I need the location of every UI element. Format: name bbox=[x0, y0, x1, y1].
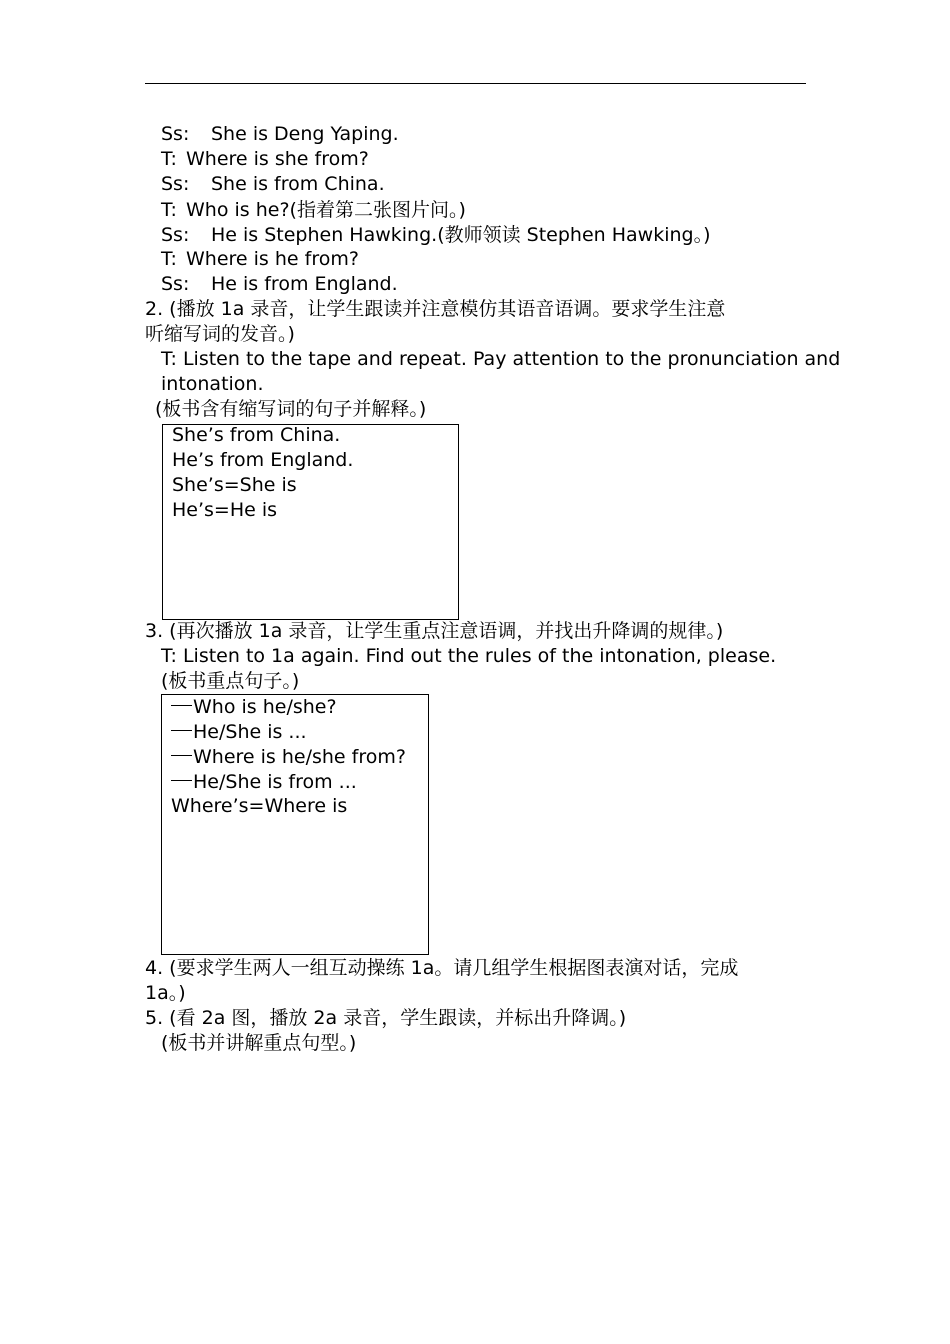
board-line: She’s=She is bbox=[172, 474, 297, 496]
step2-instruction-cont: 听缩写词的发音。) bbox=[145, 323, 295, 345]
board-line: Who is he/she? bbox=[171, 695, 337, 719]
step2-board-note: (板书含有缩写词的句子并解释。) bbox=[155, 398, 427, 420]
blackboard-box-1 bbox=[162, 424, 459, 620]
step2-teacher-line: T: Listen to the tape and repeat. Pay attention to the pronunciation and bbox=[161, 348, 841, 370]
step2-instruction: 2. (播放 1a 录音，让学生跟读并注意模仿其语音语调。要求学生注意 bbox=[145, 298, 726, 320]
header-rule bbox=[145, 83, 806, 84]
step5-instruction: 5. (看 2a 图，播放 2a 录音，学生跟读，并标出升降调。) bbox=[145, 1007, 627, 1029]
board-line: She’s from China. bbox=[172, 424, 341, 446]
dialogue-line: T: Who is he?(指着第二张图片问。) bbox=[161, 199, 466, 221]
step2-teacher-line-cont: intonation. bbox=[161, 373, 264, 395]
dash-mark bbox=[171, 755, 192, 756]
step4-instruction: 4. (要求学生两人一组互动操练 1a。请几组学生根据图表演对话，完成 bbox=[145, 957, 739, 979]
dash-mark bbox=[171, 780, 192, 781]
step3-board-note: (板书重点句子。) bbox=[161, 670, 300, 692]
dialogue-line: Ss: He is from England. bbox=[161, 273, 398, 295]
dialogue-line: Ss: She is Deng Yaping. bbox=[161, 123, 399, 145]
board-line: Where’s=Where is bbox=[171, 795, 348, 817]
blackboard-box-2 bbox=[161, 694, 429, 955]
board-line: He/She is from ... bbox=[171, 770, 357, 794]
dialogue-line: T: Where is he from? bbox=[161, 248, 359, 270]
step3-teacher-line: T: Listen to 1a again. Find out the rules of the intonation, please. bbox=[161, 645, 777, 667]
dialogue-line: Ss: He is Stephen Hawking.(教师领读 Stephen Hawking。) bbox=[161, 224, 711, 246]
board-line: He’s=He is bbox=[172, 499, 278, 521]
board-line: He’s from England. bbox=[172, 449, 354, 471]
step4-instruction-cont: 1a。) bbox=[145, 982, 186, 1004]
dialogue-line: T: Where is she from? bbox=[161, 148, 369, 170]
dash-mark bbox=[171, 705, 192, 706]
step3-instruction: 3. (再次播放 1a 录音，让学生重点注意语调，并找出升降调的规律。) bbox=[145, 620, 724, 642]
step5-board-note: (板书并讲解重点句型。) bbox=[161, 1032, 357, 1054]
board-line: He/She is ... bbox=[171, 720, 307, 744]
board-line: Where is he/she from? bbox=[171, 745, 406, 769]
dash-mark bbox=[171, 730, 192, 731]
dialogue-line: Ss: She is from China. bbox=[161, 173, 385, 195]
